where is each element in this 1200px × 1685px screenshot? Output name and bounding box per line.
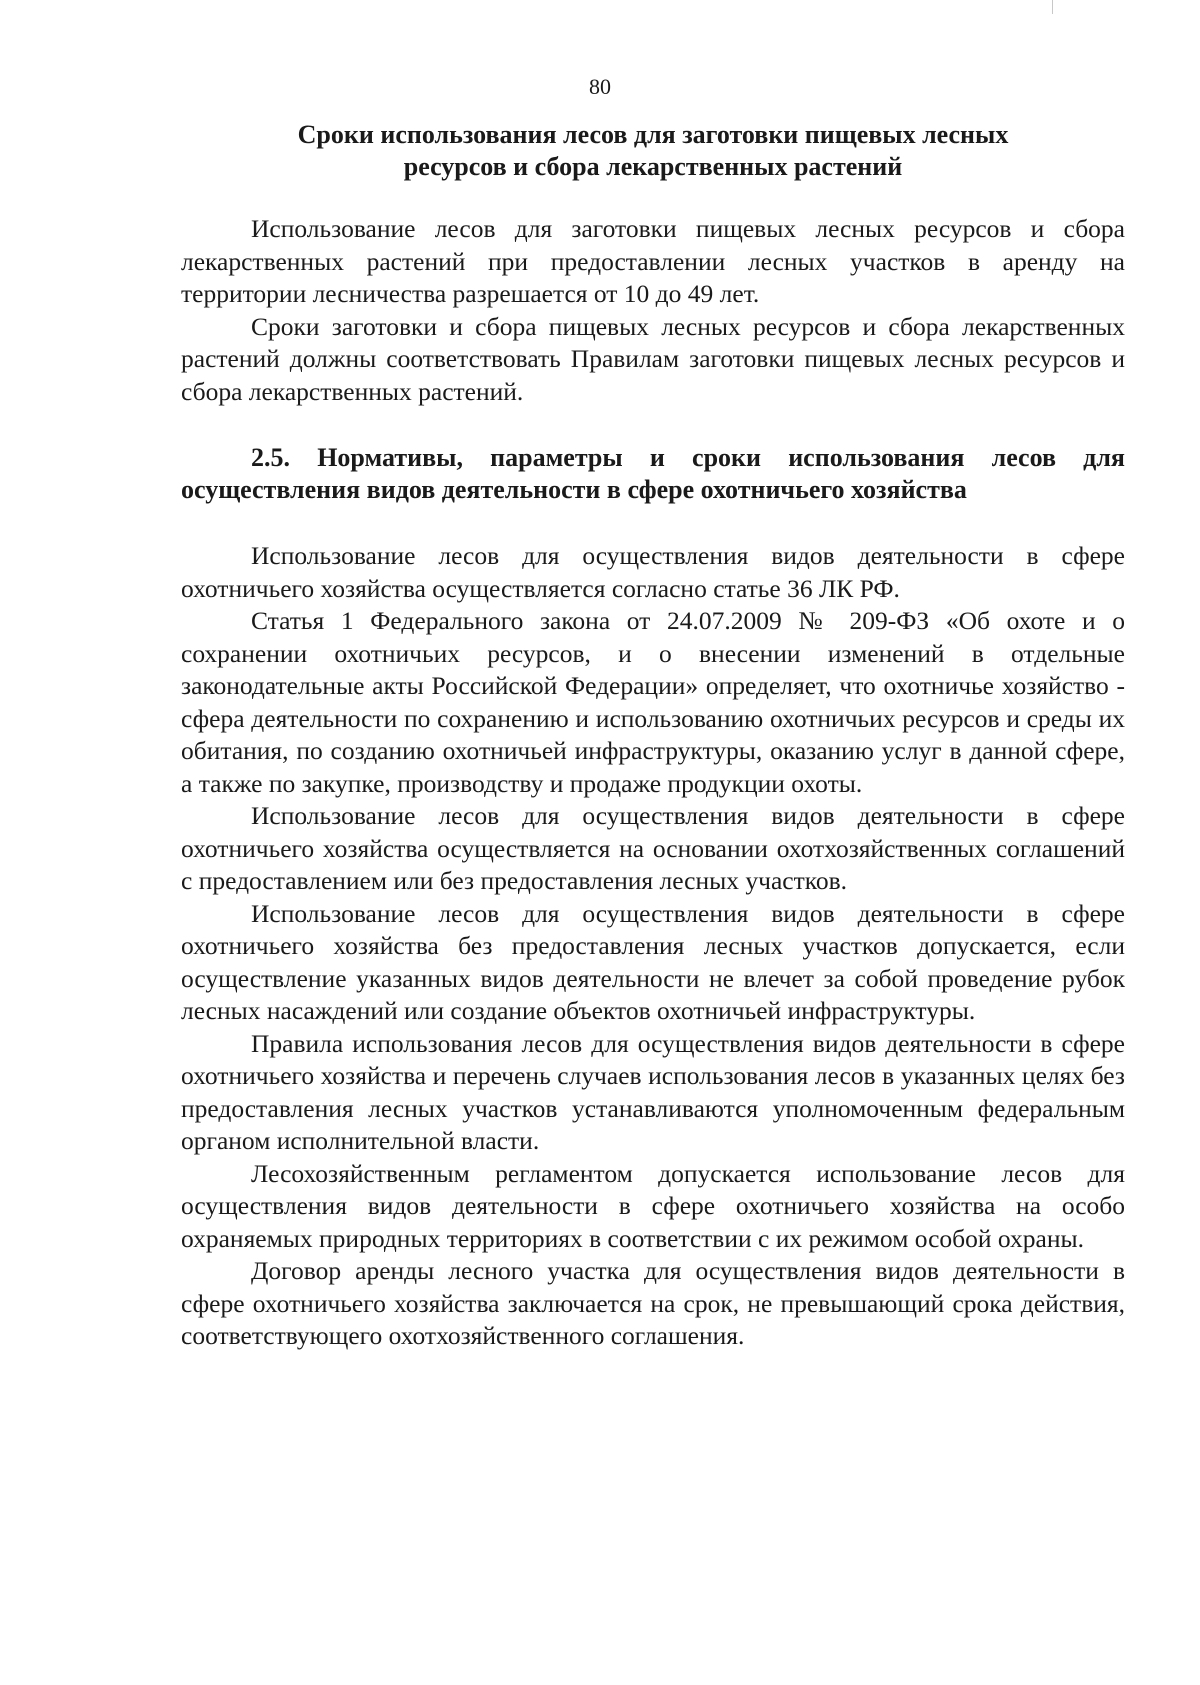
paragraph: Правила использования лесов для осуществления видов деятельности в сфере охотничьего хозяйства и перечень случаев использования лесов в указанных целях без предоставления лесных участков устанавливаются уполномоченным федеральным органом исполнительной власти. (181, 1028, 1125, 1155)
scan-artifact-line (1052, 0, 1053, 14)
section-heading-hunting: 2.5. Нормативы, параметры и сроки использования лесов для осуществления видов деятельности в сфере охотничьего хозяйства (181, 443, 1125, 504)
paragraph: Использование лесов для заготовки пищевых лесных ресурсов и сбора лекарственных растений при предоставлении лесных участков в аренду на территории лесничества разрешается от 10 до 49 лет. (181, 214, 1125, 308)
page-number: 80 (589, 74, 611, 99)
paragraph: Использование лесов для осуществления видов деятельности в сфере охотничьего хозяйства без предоставления лесных участков допускается, если осуществление указанных видов деятельности не влечет за собой проведение рубок лесных насаждений или создание объектов охотничьей инфраструктуры. (181, 898, 1125, 1025)
heading-line-2: ресурсов и сбора лекарственных растений (403, 152, 903, 181)
document-body (181, 119, 1125, 1353)
paragraph: Лесохозяйственным регламентом допускается использование лесов для осуществления видов деятельности в сфере охотничьего хозяйства на особо охраняемых природных территориях в соответствии с их режимом особой охраны. (181, 1158, 1125, 1253)
paragraph: Использование лесов для осуществления видов деятельности в сфере охотничьего хозяйства осуществляется согласно статье 36 ЛК РФ. (181, 541, 1125, 603)
paragraph: Договор аренды лесного участка для осуществления видов деятельности в сфере охотничьего хозяйства заключается на срок, не превышающий срока действия, соответствующего охотхозяйственного соглашения. (181, 1256, 1125, 1350)
paragraph: Сроки заготовки и сбора пищевых лесных ресурсов и сбора лекарственных растений должны соответствовать Правилам заготовки пищевых лесных ресурсов и сбора лекарственных растений. (181, 311, 1125, 406)
paragraph: Использование лесов для осуществления видов деятельности в сфере охотничьего хозяйства осуществляется на основании охотхозяйственных соглашений с предоставлением или без предоставления лесных участков. (181, 801, 1125, 895)
section-heading-food-resources (181, 119, 1125, 183)
paragraph: Статья 1 Федерального закона от 24.07.2009 № 209-ФЗ «Об охоте и о сохранении охотничьих ресурсов, и о внесении изменений в отдельные законодательные акты Российской Федерации» определяет, что охотничье хозяйство - сфера деятельности по сохранению и использованию охотничьих ресурсов и среды их обитания, по созданию охотничьей инфраструктуры, оказанию услуг в данной сфере, а также по закупке, производству и продаже продукции охоты. (181, 606, 1125, 798)
heading-line-1: Сроки использования лесов для заготовки пищевых лесных (297, 120, 1009, 149)
